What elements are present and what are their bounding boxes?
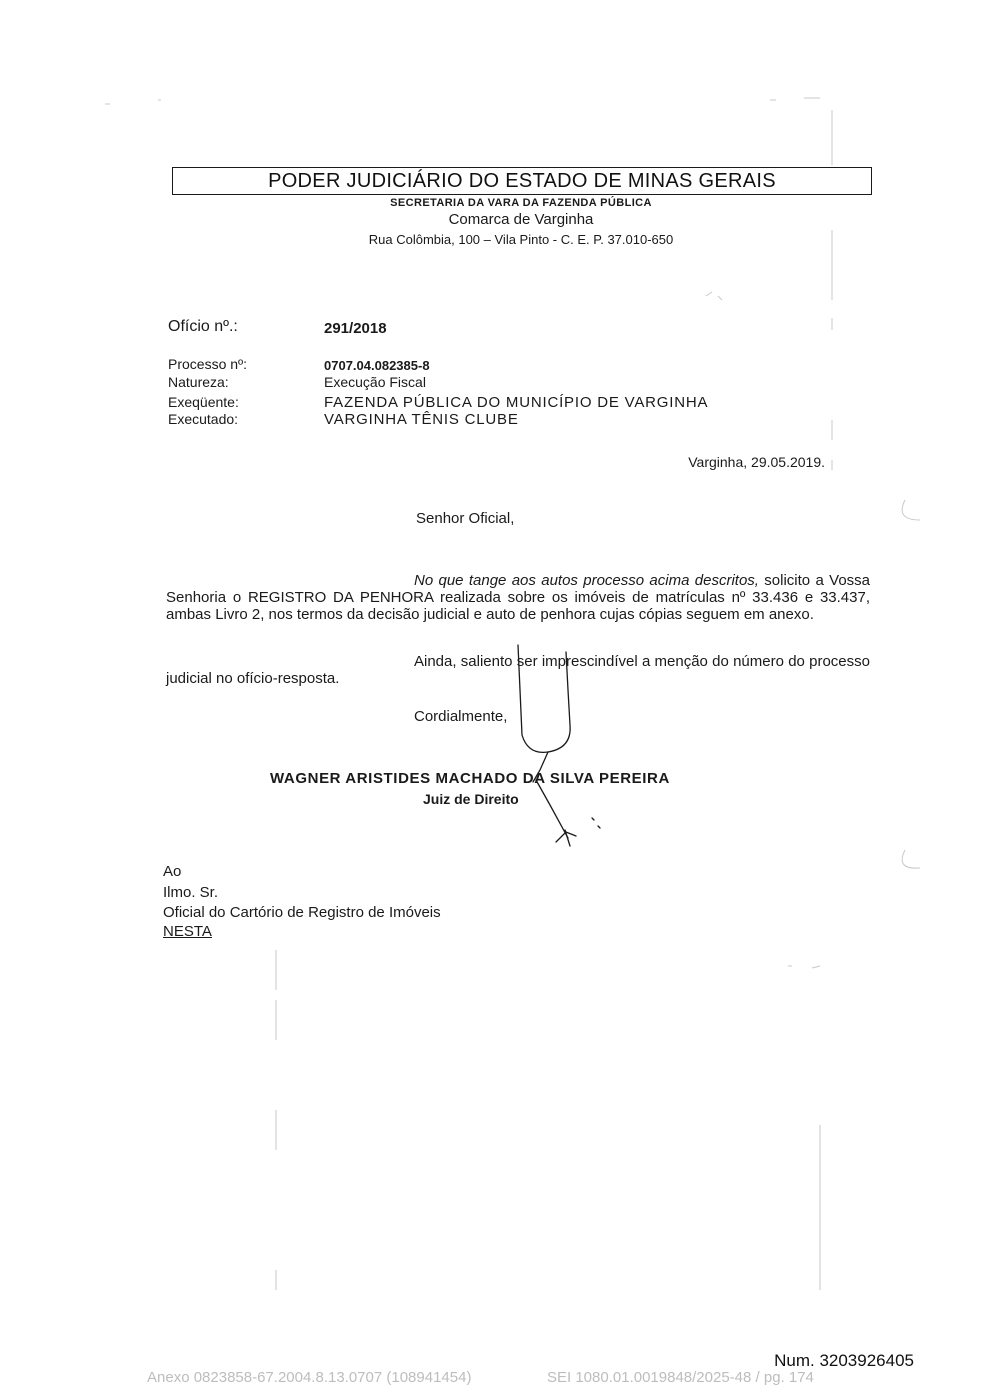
recipient-line-1: Ao [163,863,182,880]
recipient-line-2: Ilmo. Sr. [163,884,219,901]
natureza-value: Execução Fiscal [324,374,426,390]
oficio-label: Ofício nº.: [168,318,238,335]
court-title: PODER JUDICIÁRIO DO ESTADO DE MINAS GERAIS [268,170,776,192]
processo-value: 0707.04.082385-8 [324,358,430,373]
footer-anexo: Anexo 0823858-67.2004.8.13.0707 (108941454) [147,1369,472,1386]
document-date: Varginha, 29.05.2019. [688,454,825,470]
body-paragraph-2: Ainda, saliento ser imprescindível a menção do número do processo judicial no ofício-resposta. [166,653,870,687]
address-line: Rua Colômbia, 100 – Vila Pinto - C. E. P. 37.010-650 [368,232,674,247]
paragraph-1-rest: solicito a Vossa Senhoria o REGISTRO DA PENHORA realizada sobre os imóveis de matrículas nº 33.436 e 33.437, ambas Livro 2, nos termos da decisão judicial e auto de penhora cujas cópias seguem em anexo. [166,572,870,623]
natureza-label: Natureza: [168,374,229,390]
executado-label: Executado: [168,411,239,427]
signer-role: Juiz de Direito [423,791,519,807]
exequente-label: Exeqüente: [168,394,239,410]
exequente-value: FAZENDA PÚBLICA DO MUNICÍPIO DE VARGINHA [324,394,709,411]
executado-value: VARGINHA TÊNIS CLUBE [324,411,519,428]
comarca-line: Comarca de Varginha [448,211,594,228]
secretaria-line: SECRETARIA DA VARA DA FAZENDA PÚBLICA [390,197,652,209]
recipient-line-4: NESTA [163,923,212,940]
oficio-number: 291/2018 [324,320,387,337]
salutation: Senhor Oficial, [416,510,515,527]
processo-label: Processo nº: [168,356,248,372]
closing: Cordialmente, [414,708,508,725]
signer-name: WAGNER ARISTIDES MACHADO DA SILVA PEREIRA [270,770,670,787]
recipient-line-3: Oficial do Cartório de Registro de Imóveis [163,904,441,921]
paragraph-1-intro: No que tange aos autos processo acima descritos, [414,572,759,589]
document-number: Num. 3203926405 [774,1351,914,1370]
footer-sei: SEI 1080.01.0019848/2025-48 / pg. 174 [547,1369,814,1386]
